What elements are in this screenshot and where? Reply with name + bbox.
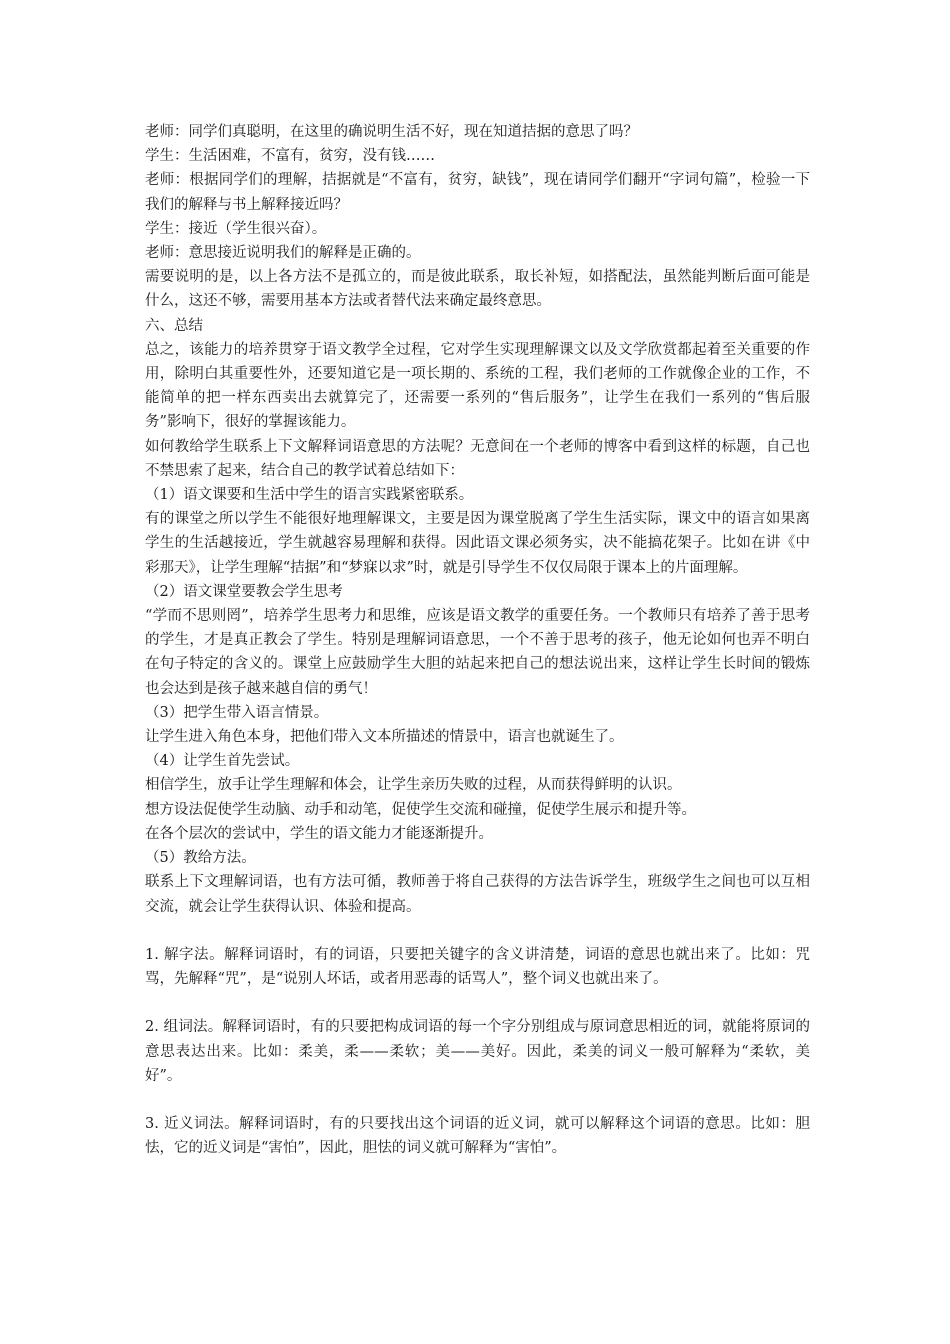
paragraph-point-4b: 想方设法促使学生动脑、动手和动笔，促使学生交流和碰撞，促使学生展示和提升等。 (145, 801, 696, 818)
paragraph-point-2: “学而不思则罔”，培养学生思考力和思维，应该是语文教学的重要任务。一个教师只有培养了善于思考的学生，才是真正教会了学生。特别是理解词语意思，一个不善于思考的孩子，他无论如何也弄不明白在句子特定的含义的。课堂上应鼓励学生大胆的站起来把自己的想法说出来，这样让学生长时间的锻炼也会达到是孩子越来越自信的勇气！ (145, 608, 810, 697)
list-heading-5: （5）教给方法。 (145, 850, 256, 867)
method-item-1: 1. 解字法。解释词语时，有的词语，只要把关键字的含义讲清楚，词语的意思也就出来了。比如：咒骂，先解释“咒”，是“说别人坏话，或者用恶毒的话骂人”，整个词义也就出来了。 (145, 946, 810, 988)
blank-line (145, 919, 810, 943)
paragraph-note: 需要说明的是，以上各方法不是孤立的，而是彼此联系，取长补短，如搭配法，虽然能判断后面可能是什么，这还不够，需要用基本方法或者替代法来确定最终意思。 (145, 269, 810, 310)
method-item-2: 2. 组词法。解释词语时，有的只要把构成词语的每一个字分别组成与原词意思相近的词，就能将原词的意思表达出来。比如：柔美，柔——柔软；美——美好。因此，柔美的词义一般可解释为“柔软，美好”。 (145, 1019, 810, 1084)
paragraph-point-3: 让学生进入角色本身，把他们带入文本所描述的情景中，语言也就诞生了。 (145, 729, 624, 746)
blank-line (145, 1088, 810, 1112)
list-heading-1: （1）语文课要和生活中学生的语言实践紧密联系。 (145, 487, 474, 504)
paragraph-dialogue-3: 老师：根据同学们的理解，拮据就是“不富有，贫穷，缺钱”，现在请同学们翻开“字词句篇”，检验一下我们的解释与书上解释接近吗？ (145, 172, 810, 213)
paragraph-summary: 总之，该能力的培养贯穿于语文教学全过程，它对学生实现理解课文以及文学欣赏都起着至关重要的作用，除明白其重要性外，还要知道它是一项长期的、系统的工程，我们老师的工作就像企业的工作，不能简单的把一样东西卖出去就算完了，还需要一系列的“售后服务”，让学生在我们一系列的“售后服务”影响下，很好的掌握该能力。 (145, 341, 810, 431)
paragraph-point-4c: 在各个层次的尝试中，学生的语文能力才能逐渐提升。 (145, 825, 493, 842)
method-item-3: 3. 近义词法。解释词语时，有的只要找出这个词语的近义词，就可以解释这个词语的意思。比如：胆怯，它的近义词是“害怕”，因此，胆怯的词义就可解释为“害怕”。 (145, 1116, 810, 1157)
paragraph-question: 如何教给学生联系上下文解释词语意思的方法呢？无意间在一个老师的博客中看到这样的标题，自己也不禁思索了起来，结合自己的教学试着总结如下： (145, 438, 810, 479)
blank-line (145, 991, 810, 1015)
paragraph-dialogue-2: 学生：生活困难，不富有，贫穷，没有钱…… (145, 148, 435, 165)
paragraph-dialogue-1: 老师：同学们真聪明，在这里的确说明生活不好，现在知道拮据的意思了吗？ (145, 124, 638, 140)
paragraph-point-4a: 相信学生，放手让学生理解和体会，让学生亲历失败的过程，从而获得鲜明的认识。 (145, 777, 682, 794)
list-heading-2: （2）语文课堂要教会学生思考 (145, 583, 343, 600)
paragraph-dialogue-5: 老师：意思接近说明我们的解释是正确的。 (145, 245, 421, 262)
paragraph-dialogue-4: 学生：接近（学生很兴奋）。 (145, 220, 327, 237)
section-heading-summary: 六、总结 (145, 317, 203, 334)
list-heading-4: （4）让学生首先尝试。 (145, 753, 300, 770)
list-heading-3: （3）把学生带入语言情景。 (145, 704, 329, 721)
paragraph-point-5: 联系上下文理解词语，也有方法可循，教师善于将自己获得的方法告诉学生，班级学生之间也可以互相交流，就会让学生获得认识、体验和提高。 (145, 874, 810, 915)
paragraph-point-1: 有的课堂之所以学生不能很好地理解课文，主要是因为课堂脱离了学生生活实际，课文中的语言如果离学生的生活越接近，学生就越容易理解和获得。因此语文课必须务实，决不能搞花架子。比如在讲《中彩那天》，让学生理解“拮据”和“梦寐以求”时，就是引导学生不仅仅局限于课本上的片面理解。 (145, 511, 810, 576)
